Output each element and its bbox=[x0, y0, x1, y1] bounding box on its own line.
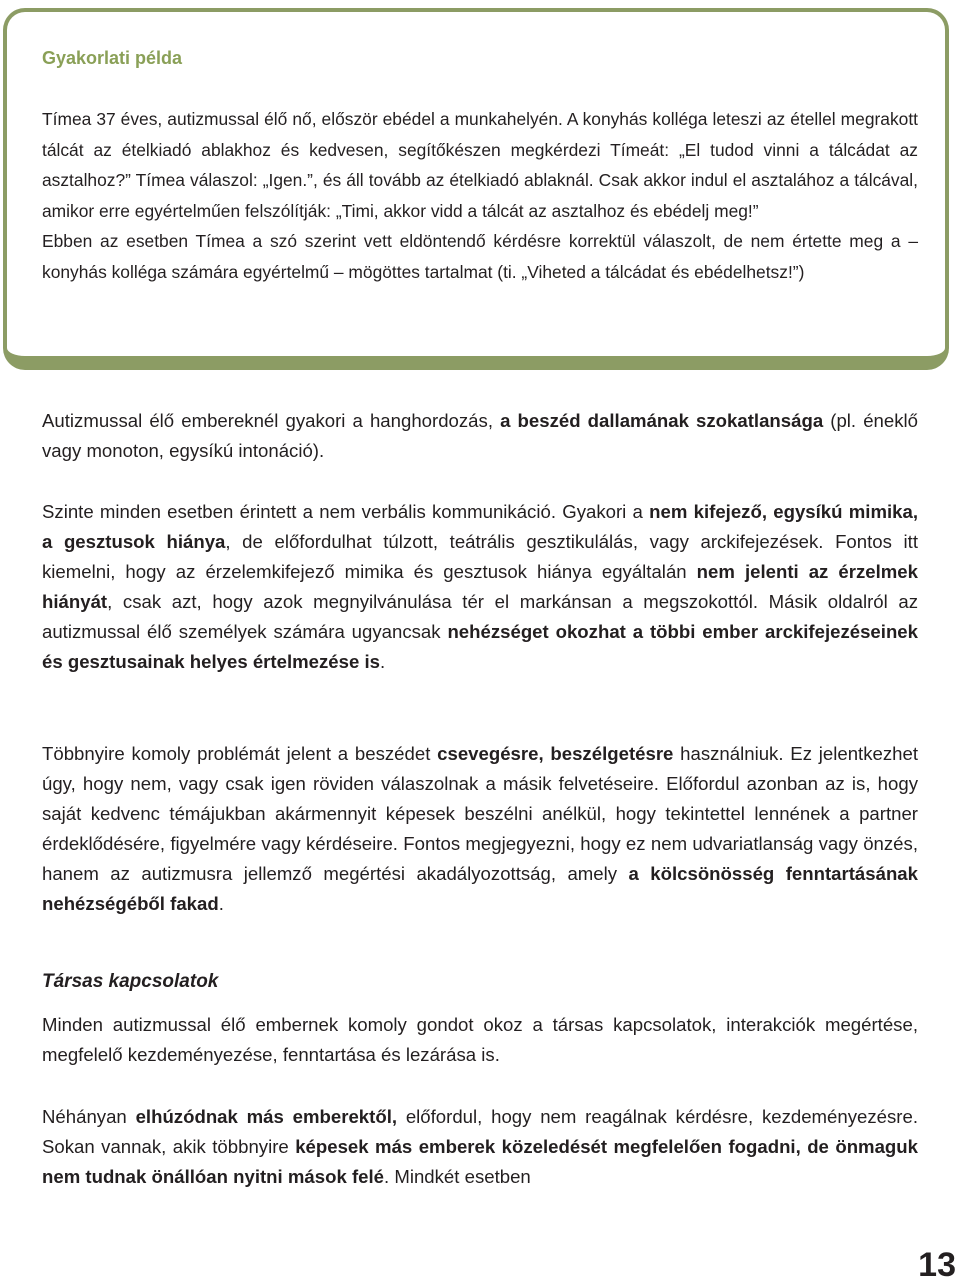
text-run: Tímea bbox=[42, 109, 92, 129]
text-run: Néhányan bbox=[42, 1106, 136, 1127]
text-run: előfordul, hogy nem reagálnak kérdésre, kezdeményezésre. Sokan vannak, akik többnyire bbox=[42, 1106, 918, 1157]
bold-phrase: elhúzódnak más emberektől, bbox=[135, 1106, 398, 1127]
paragraph-nonverbal bbox=[42, 497, 918, 677]
paragraph-social-text bbox=[42, 1010, 918, 1070]
text-run: Szinte minden esetben érintett a nem verbális kommunikáció. Gyakori a bbox=[42, 501, 650, 522]
text-run: Többnyire komoly problémát jelent a beszédet bbox=[42, 743, 438, 764]
bold-phrase: csevegésre, beszélgetésre bbox=[437, 743, 674, 764]
paragraph-intonation bbox=[42, 406, 918, 466]
bold-phrase: a beszéd dallamának szokatlansága bbox=[500, 410, 824, 431]
text-run: Ebben az esetben Tímea a szó szerint vett eldöntendő kérdésre korrektül válaszolt, de nem értette meg a – konyhás kolléga számára egyértelmű – mögöttes tartalmat (ti. „Viheted a tálcádat és ebédelhetsz!”) bbox=[42, 231, 918, 282]
text-run: (pl. éneklő vagy monoton, egysíkú intonáció). bbox=[42, 410, 918, 461]
bold-phrase: képesek más emberek közeledését megfelelően fogadni, de önmaguk nem tudnak önállóan nyitni mások felé bbox=[42, 1136, 918, 1187]
page-number: 13 bbox=[918, 1246, 956, 1284]
text-run: . bbox=[379, 651, 386, 672]
paragraph-conversation-text bbox=[42, 739, 918, 919]
text-run: Autizmussal élő embereknél gyakori a hanghordozás, bbox=[42, 410, 501, 431]
bold-phrase: nem jelenti az érzelmek hiányát bbox=[42, 561, 918, 612]
bold-phrase: nehézséget okozhat a többi ember arckifejezéseinek és gesztusainak helyes értelmezése is bbox=[42, 621, 918, 672]
example-box-title: Gyakorlati példa bbox=[42, 48, 183, 68]
text-run: . Mindkét esetben bbox=[384, 1166, 531, 1187]
text-run: használniuk. Ez jelentkezhet úgy, hogy nem, vagy csak igen röviden válaszolnak a másik felvetéseire. Előfordul azonban az is, hogy saját kedvenc témájukban akármennyit képesek beszélni anélkül, hogy tekintettel lennének a partner érdeklődésére, figyelmére vagy kérdéseire. Fontos megjegyezni, hogy ez nem udvariatlanság vagy önzés, hanem az autizmusra jellemző megértési akadályozottság, amely bbox=[42, 743, 918, 884]
paragraph-withdrawal-text bbox=[42, 1102, 918, 1192]
text-run: , de előfordulhat túlzott, teátrális gesztikulálás, vagy arckifejezések. Fontos itt kiemelni, hogy az érzelemkifejező mimika és gesztusok hiánya egyáltalán bbox=[42, 531, 918, 582]
text-run: Minden autizmussal élő embernek komoly gondot okoz a társas kapcsolatok, interakciók megértése, megfelelő kezdeményezése, fenntartása és lezárása is. bbox=[42, 1014, 918, 1065]
paragraph-withdrawal bbox=[42, 1102, 918, 1192]
example-paragraph-1 bbox=[42, 104, 918, 226]
text-run: . bbox=[218, 893, 224, 914]
paragraph-intonation-text bbox=[42, 406, 918, 466]
paragraph-social bbox=[42, 1010, 918, 1070]
section-heading: Társas kapcsolatok bbox=[42, 971, 219, 992]
paragraph-conversation bbox=[42, 739, 918, 919]
text-run: 37 éves, autizmussal élő nő, először ebédel a munkahelyén. A konyhás kolléga leteszi az étellel megrakott tálcát az ételkiadó ablakhoz és kedvesen, segítőkészen megkérdezi Tímeát: „El tudod vinni a tálcádat az asztalhoz?” Tímea válaszol: „Igen.”, és áll tovább az ételkiadó ablaknál. Csak akkor indul el asztalához a tálcával, amikor erre egyértelműen felszólítják: „Timi, akkor vidd a tálcát az asztalhoz és ebédelj meg!” bbox=[42, 109, 918, 221]
bold-phrase: nem kifejező, egysíkú mimika, a gesztusok hiánya bbox=[42, 501, 918, 552]
example-box-text bbox=[42, 104, 918, 287]
text-run: , csak azt, hogy azok megnyilvánulása tér el markánsan a megszokottól. Másik oldalról az autizmussal élő személyek számára ugyancsak bbox=[42, 591, 918, 642]
bold-phrase: a kölcsönösség fenntartásának nehézségéből fakad bbox=[42, 863, 918, 914]
paragraph-nonverbal-text bbox=[42, 497, 918, 677]
example-paragraph-2 bbox=[42, 226, 918, 287]
